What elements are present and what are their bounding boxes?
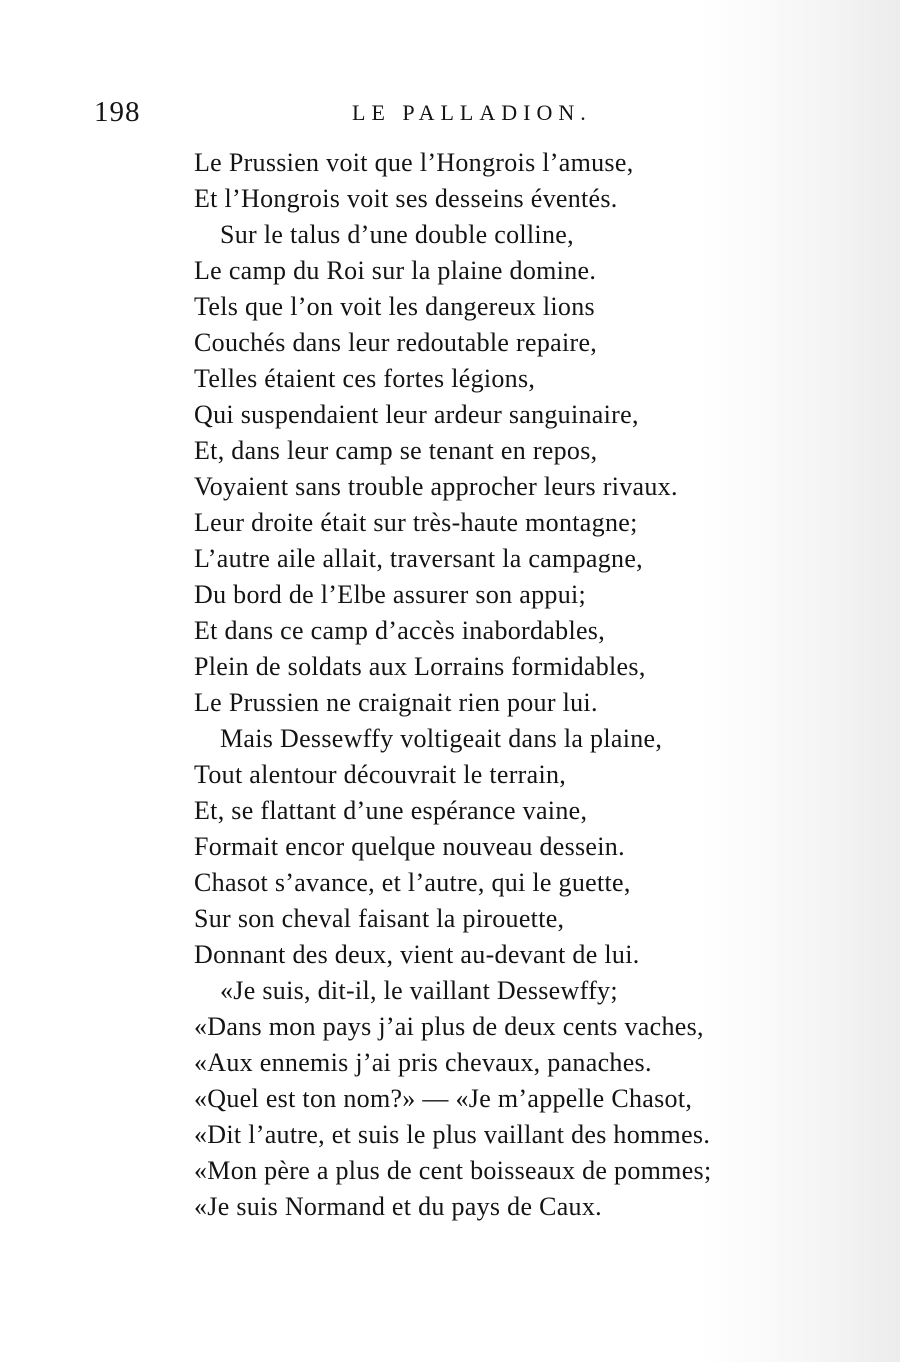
verse-line: Sur le talus d’une double colline, [220, 220, 574, 249]
verse-line: Le camp du Roi sur la plaine domine. [194, 256, 597, 285]
verse-line: «Mon père a plus de cent boisseaux de pommes; [194, 1156, 712, 1185]
verse-line: «Je suis Normand et du pays de Caux. [194, 1192, 602, 1221]
verse-line: Le Prussien ne craignait rien pour lui. [194, 688, 598, 717]
verse-line: «Dit l’autre, et suis le plus vaillant des hommes. [194, 1120, 711, 1149]
page-header [94, 96, 654, 136]
verse-line: Tels que l’on voit les dangereux lions [194, 292, 595, 321]
verse-line: Et, se flattant d’une espérance vaine, [194, 796, 588, 825]
verse-line: Qui suspendaient leur ardeur sanguinaire, [194, 400, 639, 429]
verse-line: Chasot s’avance, et l’autre, qui le guette, [194, 868, 631, 897]
verse-line: «Aux ennemis j’ai pris chevaux, panaches. [194, 1048, 652, 1077]
verse-line: «Dans mon pays j’ai plus de deux cents vaches, [194, 1012, 704, 1041]
verse-line: Du bord de l’Elbe assurer son appui; [194, 580, 587, 609]
verse-line: Couchés dans leur redoutable repaire, [194, 328, 598, 357]
verse-line: L’autre aile allait, traversant la campagne, [194, 544, 643, 573]
verse-line: Telles étaient ces fortes légions, [194, 364, 536, 393]
page-number: 198 [94, 96, 141, 128]
verse-line: Le Prussien voit que l’Hongrois l’amuse, [194, 148, 634, 177]
verse-line: Et l’Hongrois voit ses desseins éventés. [194, 184, 618, 213]
verse-line: Donnant des deux, vient au-devant de lui. [194, 940, 640, 969]
verse-line: «Quel est ton nom?» — «Je m’appelle Chasot, [194, 1084, 693, 1113]
verse-line: Et dans ce camp d’accès inabordables, [194, 616, 606, 645]
verse-line: Tout alentour découvrait le terrain, [194, 760, 567, 789]
verse-line: Plein de soldats aux Lorrains formidables, [194, 652, 646, 681]
verse-line: Mais Dessewffy voltigeait dans la plaine, [220, 724, 663, 753]
verse-line: Et, dans leur camp se tenant en repos, [194, 436, 598, 465]
poem-text [194, 145, 794, 1225]
verse-line: Sur son cheval faisant la pirouette, [194, 904, 565, 933]
running-title: LE PALLADION. [352, 100, 592, 125]
verse-line: Formait encor quelque nouveau dessein. [194, 832, 625, 861]
verse-line: «Je suis, dit-il, le vaillant Dessewffy; [220, 976, 618, 1005]
verse-line: Voyaient sans trouble approcher leurs rivaux. [194, 472, 678, 501]
verse-line: Leur droite était sur très-haute montagne; [194, 508, 638, 537]
